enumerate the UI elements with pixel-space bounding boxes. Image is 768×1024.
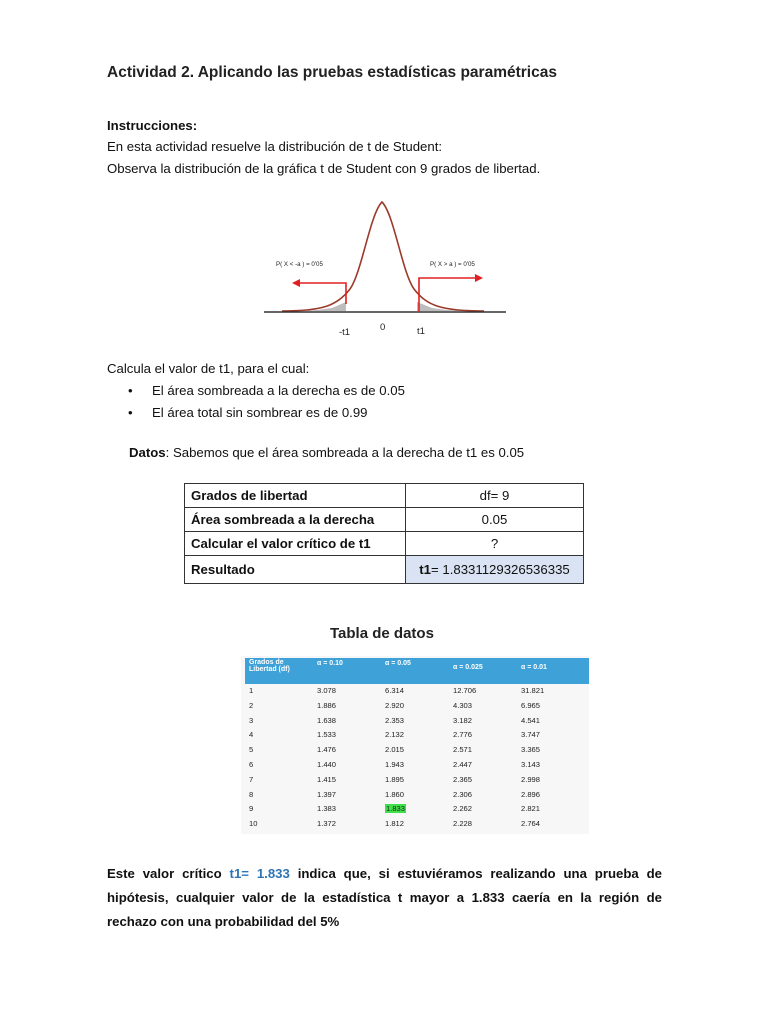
bullet-text: El área sombreada a la derecha es de 0.05: [152, 383, 405, 398]
ttable-cell: [317, 775, 336, 784]
ttable-cell: [521, 730, 540, 739]
ttable-cell: [453, 745, 472, 754]
ttable-cell-text: 2.262: [453, 804, 473, 814]
ttable-cell: [385, 745, 404, 754]
ttable-cell: [453, 775, 472, 784]
conclusion-text-2: indica que, si estuviéramos realizando una prueba de hipótesis, cualquier valor de la estadística t mayor a 1.833 caería en la región de rechazo con una probabilidad del 5%: [107, 866, 662, 929]
conclusion-paragraph: [107, 862, 662, 934]
row-label: Grados de libertad: [185, 484, 406, 508]
ttable-cell: [453, 804, 472, 813]
ttable-cell-text: 2.353: [385, 715, 405, 725]
ttable-cell: [249, 716, 253, 725]
ttable-cell-text: 1.440: [317, 760, 337, 769]
ttable-cell: [521, 686, 544, 695]
ttable-cell-text: 2.228: [453, 819, 473, 829]
ttable-cell: [317, 804, 336, 813]
ttable-header-cell: α = 0.05: [385, 660, 411, 667]
ttable-cell: [385, 701, 404, 710]
ttable-cell-text: 1.886: [317, 700, 337, 710]
result-number: = 1.8331129326536335: [431, 562, 570, 577]
ttable-cell: [385, 804, 406, 813]
ttable-cell-text: 2.776: [453, 730, 473, 740]
ttable-cell: [385, 716, 404, 725]
ttable-cell-text: 2.896: [521, 789, 541, 799]
ttable-cell-text: 9: [249, 804, 254, 814]
instructions-heading: Instrucciones:: [107, 118, 198, 133]
ttable-cell: [249, 790, 253, 799]
ttable-cell-text: 3.182: [453, 715, 473, 725]
result-prefix: t1: [419, 562, 431, 577]
ttable-cell: [385, 730, 404, 739]
bullet-item: [128, 380, 405, 401]
ttable-cell-text: 6: [249, 760, 254, 769]
ttable-cell: [249, 819, 257, 828]
ttable-cell: [385, 686, 404, 695]
ttable-cell: [521, 819, 540, 828]
ttable-header-cell: Grados de Libertad (df): [249, 659, 290, 673]
ttable-cell: [249, 804, 253, 813]
left-arrowhead-icon: [292, 279, 300, 287]
right-probability-label: P( X > a ) = 0'05: [430, 261, 475, 268]
table-row: [185, 508, 584, 532]
ttable-cell: [317, 730, 336, 739]
ttable-cell-text: 3: [249, 715, 254, 725]
ttable-cell-text: 2.571: [453, 745, 473, 755]
ttable-cell-text: 2: [249, 700, 254, 710]
ttable-cell-text: 4.303: [453, 700, 473, 710]
ttable-cell: [249, 701, 253, 710]
ttable-cell-text: 2.998: [521, 774, 541, 784]
ttable-cell: [453, 730, 472, 739]
ttable-cell-text: 2.821: [521, 804, 541, 814]
ttable-cell: [385, 775, 404, 784]
instructions-line-1: En esta actividad resuelve la distribución de t de Student:: [107, 139, 443, 154]
bullet-icon: •: [128, 383, 133, 398]
page-title: Actividad 2. Aplicando las pruebas estadísticas paramétricas: [107, 64, 557, 81]
ttable-cell-text: 1.943: [385, 760, 405, 769]
ttable-cell: [249, 775, 253, 784]
tick-neg-t1: -t1: [339, 327, 351, 338]
row-value: ?: [406, 532, 584, 556]
density-curve: [282, 202, 484, 311]
datos-text: : Sabemos que el área sombreada a la derecha de t1 es 0.05: [165, 445, 525, 460]
ttable-cell-text: 1.372: [317, 819, 337, 829]
ttable-header-cell: α = 0.01: [521, 664, 547, 671]
ttable-cell: [317, 701, 336, 710]
row-value: df= 9: [406, 484, 584, 508]
row-label: Área sombreada a la derecha: [185, 508, 406, 532]
ttable-cell: [453, 701, 472, 710]
ttable-cell-text: 4: [249, 730, 254, 740]
ttable-header-cell: α = 0.025: [453, 664, 483, 671]
ttable-cell: [521, 790, 540, 799]
ttable-cell: [385, 819, 404, 828]
ttable-cell-text: 4.541: [521, 715, 541, 725]
conclusion-text-1: Este valor crítico: [107, 866, 230, 881]
ttable-cell: [249, 745, 253, 754]
ttable-cell: [249, 760, 253, 769]
data-table: [184, 483, 584, 584]
ttable-cell: [317, 745, 336, 754]
ttable-cell-text: 3.143: [521, 760, 541, 769]
ttable-cell-text: 1.533: [317, 730, 337, 740]
t-table-title: Tabla de datos: [330, 625, 434, 642]
ttable-cell-text: 3.078: [317, 686, 337, 695]
t-distribution-figure: [262, 194, 508, 344]
ttable-cell-text: 1.476: [317, 745, 337, 755]
ttable-cell-text: 3.747: [521, 730, 541, 740]
tick-zero: 0: [380, 322, 386, 333]
ttable-cell-text: 1.415: [317, 774, 337, 784]
ttable-cell: [453, 716, 472, 725]
ttable-cell-text: 1.895: [385, 774, 405, 784]
ttable-cell: [453, 686, 476, 695]
ttable-cell: [317, 819, 336, 828]
ttable-cell-text: 6.965: [521, 700, 541, 710]
ttable-cell: [317, 716, 336, 725]
ttable-cell: [521, 716, 540, 725]
ttable-cell: [521, 804, 540, 813]
ttable-cell-text: 1: [249, 686, 254, 695]
bullet-item: [128, 402, 368, 423]
ttable-cell-text: 31.821: [521, 686, 545, 695]
ttable-cell-text: 1.638: [317, 715, 337, 725]
ttable-cell: [453, 790, 472, 799]
ttable-cell: [453, 760, 472, 769]
ttable-cell-text: 2.365: [453, 774, 473, 784]
datos-label: Datos: [129, 445, 166, 460]
ttable-cell-text: 1.397: [317, 789, 337, 799]
ttable-cell: [249, 730, 253, 739]
ttable-cell-text: 1.812: [385, 819, 405, 829]
ttable-cell-text: 1.860: [385, 789, 405, 799]
ttable-cell: [317, 686, 336, 695]
ttable-cell-text: 6.314: [385, 686, 405, 695]
ttable-cell-text: 12.706: [453, 686, 477, 695]
table-row: [185, 532, 584, 556]
ttable-cell-text: 2.764: [521, 819, 541, 829]
instructions-line-2: Observa la distribución de la gráfica t de Student con 9 grados de libertad.: [107, 161, 541, 176]
ttable-header-cell: α = 0.10: [317, 660, 343, 667]
ttable-cell: [521, 745, 540, 754]
table-row: [185, 556, 584, 584]
ttable-cell: [521, 701, 540, 710]
datos-line: [129, 442, 524, 463]
ttable-cell: [385, 760, 404, 769]
ttable-cell: [521, 760, 540, 769]
row-label: Calcular el valor crítico de t1: [185, 532, 406, 556]
ttable-cell-text: 2.306: [453, 789, 473, 799]
ttable-cell: [317, 790, 336, 799]
table-row: [185, 484, 584, 508]
calc-intro: Calcula el valor de t1, para el cual:: [107, 361, 310, 376]
ttable-cell-text: 10: [249, 819, 258, 829]
result-value: [406, 556, 584, 584]
conclusion-highlight: t1= 1.833: [229, 866, 290, 881]
ttable-cell-text: 2.920: [385, 700, 405, 710]
result-label: Resultado: [185, 556, 406, 584]
ttable-cell: [453, 819, 472, 828]
ttable-cell-text: 5: [249, 745, 254, 755]
ttable-cell-text: 3.365: [521, 745, 541, 755]
row-value: 0.05: [406, 508, 584, 532]
ttable-cell-text: 2.447: [453, 760, 473, 769]
ttable-cell-text: 8: [249, 789, 254, 799]
ttable-cell: [317, 760, 336, 769]
ttable-cell: [521, 775, 540, 784]
ttable-cell: [249, 686, 253, 695]
right-arrowhead-icon: [475, 274, 483, 282]
ttable-cell-text: 1.833: [386, 804, 406, 814]
ttable-cell-text: 2.132: [385, 730, 405, 740]
bullet-text: El área total sin sombrear es de 0.99: [152, 405, 368, 420]
t-table-image: [241, 656, 589, 834]
tick-pos-t1: t1: [417, 326, 425, 337]
ttable-cell-text: 1.383: [317, 804, 337, 814]
bullet-icon: •: [128, 405, 133, 420]
ttable-cell: [385, 790, 404, 799]
ttable-cell-text: 7: [249, 774, 254, 784]
ttable-cell-text: 2.015: [385, 745, 405, 755]
left-probability-label: P( X < -a ) = 0'05: [276, 261, 323, 268]
